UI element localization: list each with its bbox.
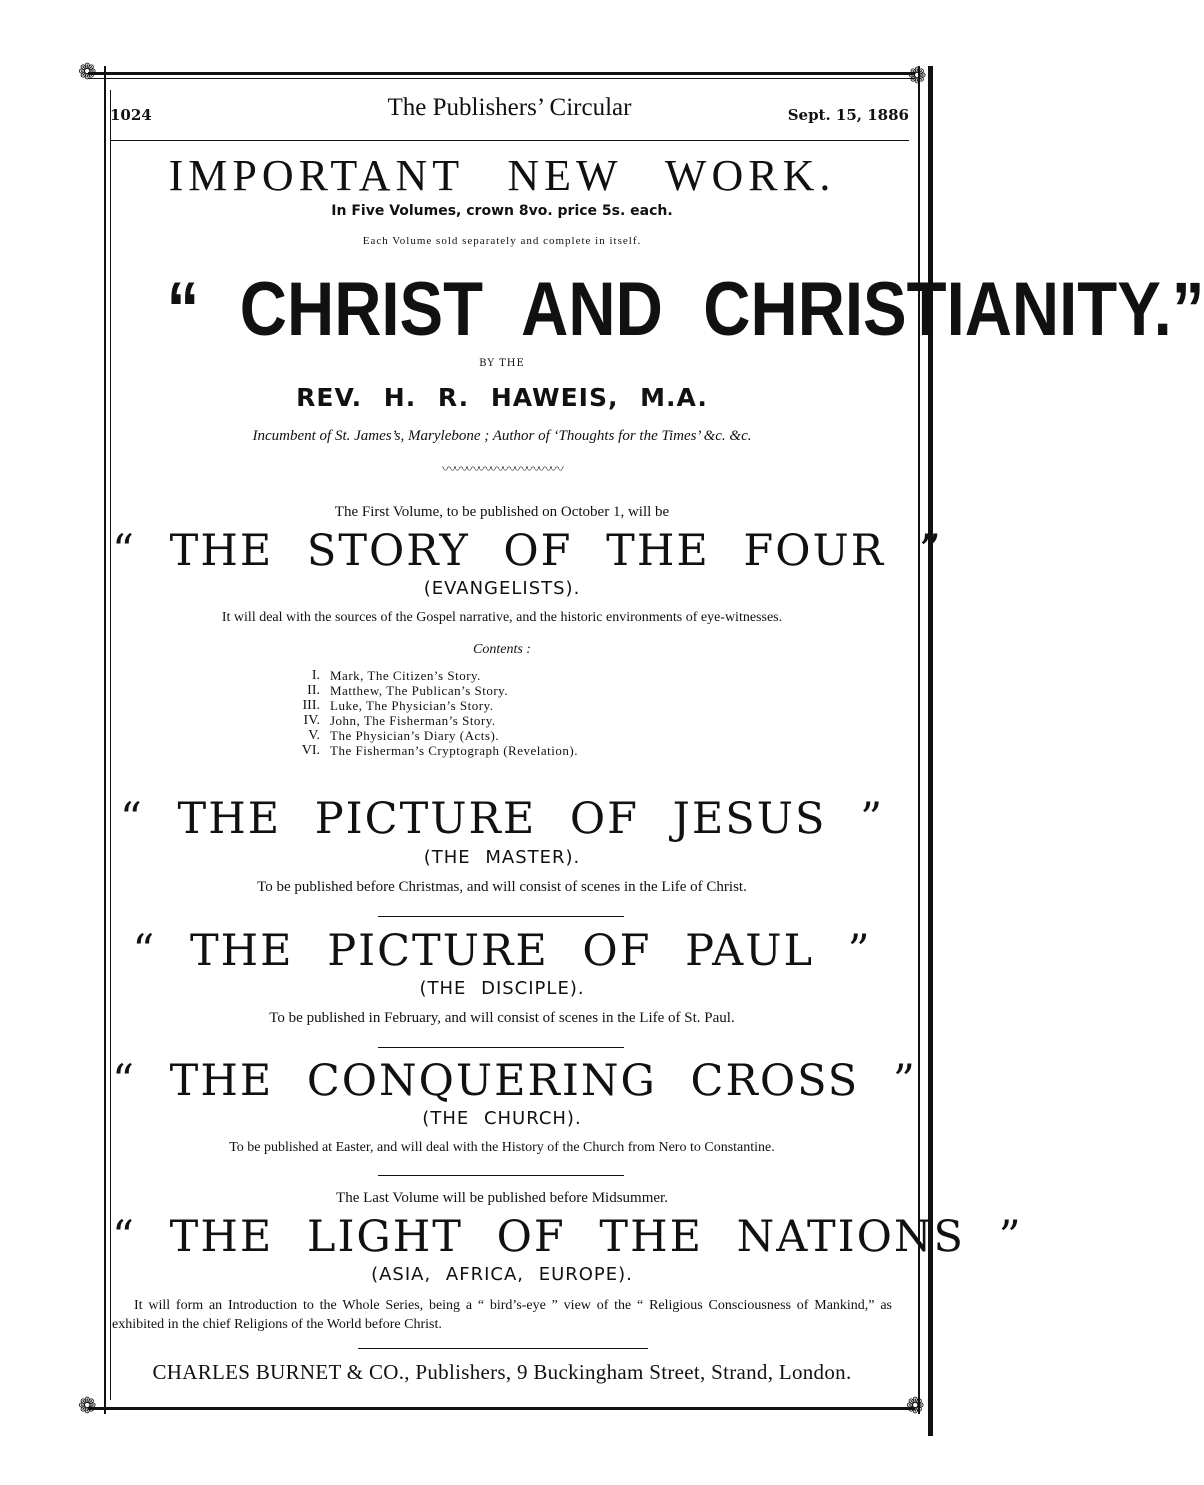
last-volume-note: The Last Volume will be published before Midsummer.: [336, 1190, 668, 1206]
volume1-description: It will deal with the sources of the Gospel narrative, and the historic environments of eye-witnesses.: [221, 610, 783, 625]
left-border-rule: [104, 66, 106, 1414]
first-volume-note: The First Volume, to be published on October 1, will be: [334, 504, 670, 520]
volume4-title: “ THE CONQUERING CROSS ”: [112, 1056, 917, 1106]
list-item: IV. John, The Fisherman’s Story.: [303, 713, 496, 728]
volume3-description: To be published in February, and will consist of scenes in the Life of St. Paul.: [269, 1010, 735, 1026]
publication-title: The Publishers’ Circular: [387, 94, 632, 121]
contents-heading: Contents :: [473, 642, 531, 657]
main-title: “ CHRIST AND CHRISTIANITY.”: [166, 267, 1204, 352]
corner-ornament-icon: ❁: [78, 60, 97, 85]
each-volume-line: Each Volume sold separately and complete in itself.: [362, 235, 642, 247]
divider-rule: [378, 1175, 624, 1176]
list-item: VI. The Fisherman’s Cryptograph (Revelation).: [301, 743, 578, 758]
left-border-rule-thin: [110, 90, 111, 1400]
list-item: II. Matthew, The Publican’s Story.: [307, 683, 509, 698]
author-credits: Incumbent of St. James’s, Marylebone ; Author of ‘Thoughts for the Times’ &c. &c.: [252, 428, 752, 444]
volumes-line: In Five Volumes, crown 8vo. price 5s. each.: [331, 203, 673, 219]
corner-ornament-icon: ❁: [908, 64, 927, 89]
publisher-line: CHARLES BURNET & CO., Publishers, 9 Buckingham Street, Strand, London.: [152, 1360, 852, 1384]
volume3-subtitle: (THE DISCIPLE).: [419, 978, 585, 999]
headline: IMPORTANT NEW WORK.: [168, 151, 836, 200]
divider-rule: [378, 1047, 624, 1048]
volume2-description: To be published before Christmas, and will consist of scenes in the Life of Christ.: [257, 879, 747, 895]
list-item: III. Luke, The Physician’s Story.: [302, 698, 494, 713]
volume3-title: “ THE PICTURE OF PAUL ”: [132, 926, 872, 976]
divider-rule: [378, 916, 624, 917]
divider-rule: [358, 1348, 648, 1349]
volume5-description: It will form an Introduction to the Whole Series, being a “ bird’s-eye ” view of the “ Religious Consciousness of Mankind,” as exhibited in the chief Religions of the World before Christ.: [112, 1298, 892, 1332]
volume5-title: “ THE LIGHT OF THE NATIONS ”: [112, 1212, 1023, 1262]
by-the: BY THE: [479, 358, 525, 369]
volume2-title: “ THE PICTURE OF JESUS ”: [119, 794, 885, 844]
list-item: I. Mark, The Citizen’s Story.: [311, 668, 481, 683]
corner-ornament-icon: ❁: [78, 1394, 97, 1419]
volume2-subtitle: (THE MASTER).: [423, 847, 581, 868]
list-item: V. The Physician’s Diary (Acts).: [308, 728, 500, 743]
volume1-title: “ THE STORY OF THE FOUR ”: [112, 526, 943, 576]
volume4-description: To be published at Easter, and will deal with the History of the Church from Nero to Constantine.: [229, 1140, 775, 1155]
volume1-subtitle: (EVANGELISTS).: [423, 578, 581, 599]
corner-ornament-icon: ❁: [906, 1394, 925, 1419]
contents-list: [282, 668, 782, 758]
advertisement: [112, 0, 1204, 1485]
page-number: 1024: [110, 106, 152, 124]
volume5-subtitle: (ASIA, AFRICA, EUROPE).: [371, 1264, 633, 1285]
issue-date: Sept. 15, 1886: [787, 106, 909, 124]
volume4-subtitle: (THE CHURCH).: [422, 1108, 582, 1129]
ornament-divider: 〰〰〰〰〰〰〰〰〰〰: [442, 462, 562, 478]
author-name: REV. H. R. HAWEIS, M.A.: [296, 383, 708, 412]
